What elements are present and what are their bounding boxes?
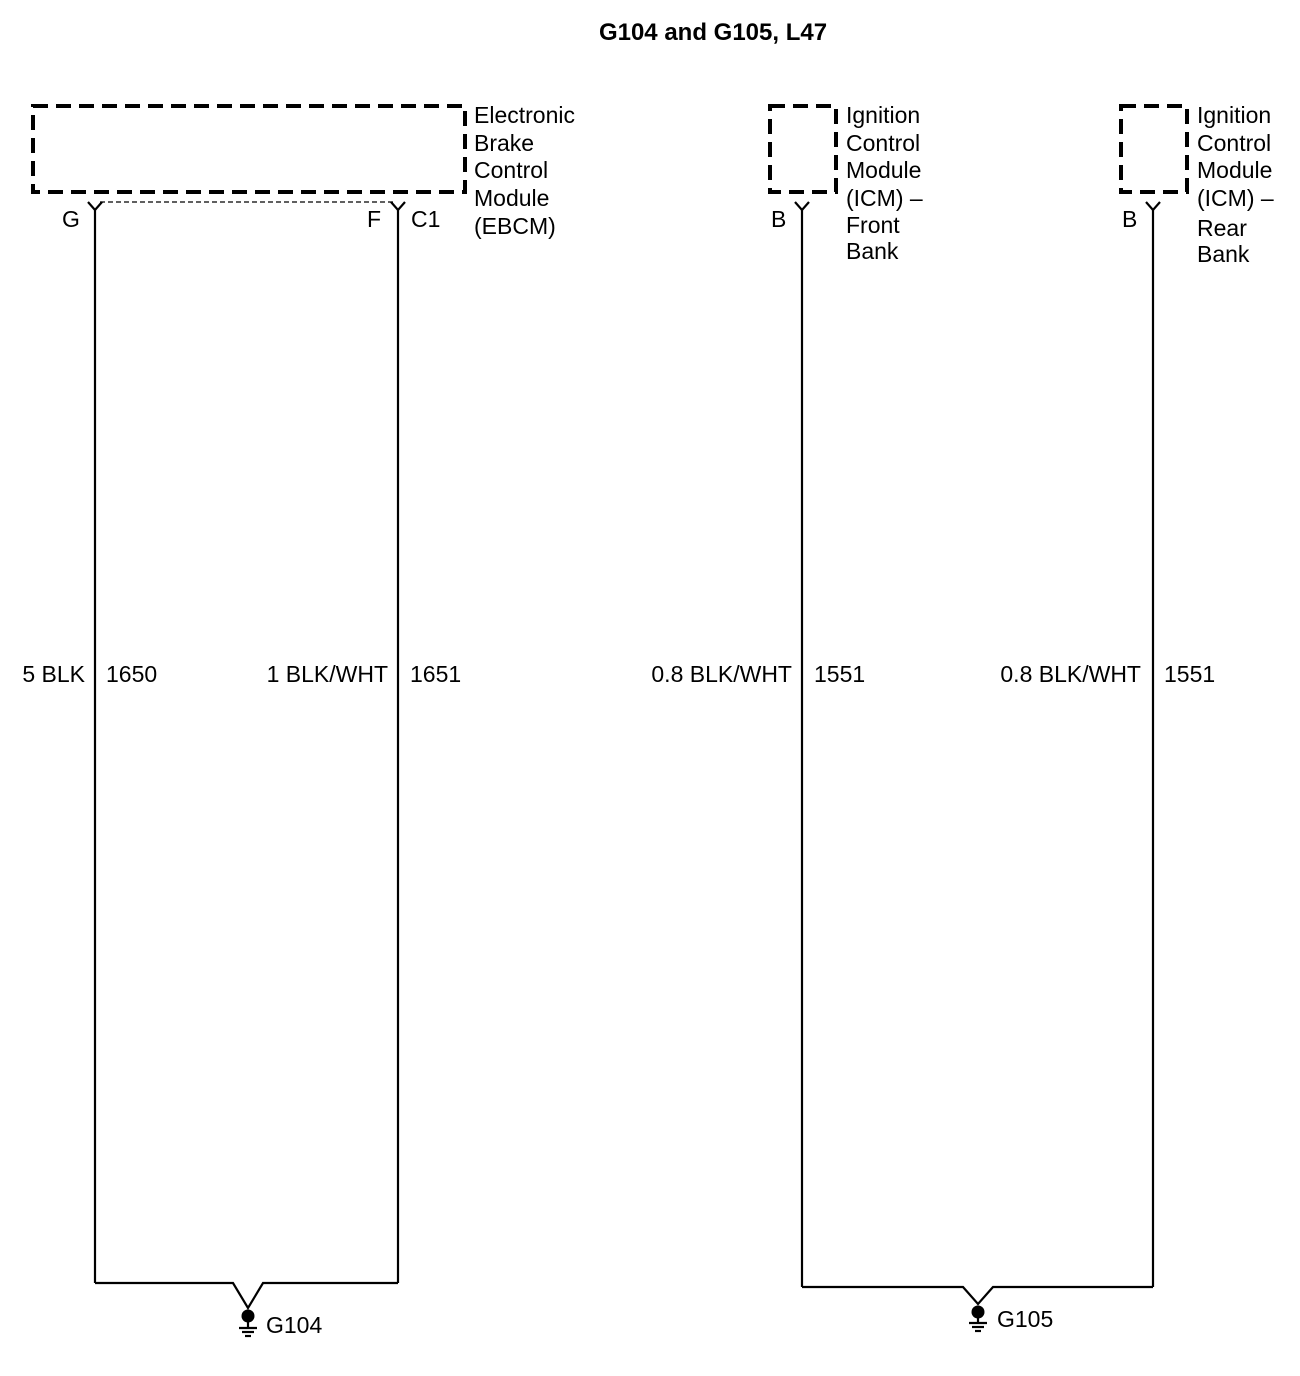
wire-1651-size-color: 1 BLK/WHT [266,661,388,687]
icm-rear-name-line: Ignition [1197,102,1272,128]
icm-rear-pin-b-label: B [1122,206,1138,232]
ebcm-name-line: (EBCM) [474,213,556,239]
pin-f-label: F [367,206,382,232]
icm-front-name-line: Front [846,212,900,238]
ebcm-name-line: Control [474,157,549,183]
icm-front-pin-b-label: B [771,206,787,232]
wire-1551-rear-size-color: 0.8 BLK/WHT [1000,661,1141,687]
icm-rear-name-line: Module [1197,157,1273,183]
icm-rear-name-line: Rear [1197,215,1247,241]
icm-rear-name-line: (ICM) – [1197,185,1274,211]
icm-front-name-line: Bank [846,238,899,264]
icm-front-name-line: (ICM) – [846,185,923,211]
ebcm-name-line: Brake [474,130,535,156]
ground-g104-label: G104 [266,1312,323,1338]
wire-1551-rear-circuit: 1551 [1164,661,1216,687]
wire-1650-circuit: 1650 [106,661,158,687]
wire-1551-front-circuit: 1551 [814,661,866,687]
icm-rear-name-line: Control [1197,130,1272,156]
icm-front-name-line: Module [846,157,922,183]
wire-1651-circuit: 1651 [410,661,462,687]
icm-front-name-line: Ignition [846,102,921,128]
pin-g-label: G [62,206,80,232]
ground-g105-label: G105 [997,1306,1054,1332]
ebcm-name-line: Module [474,185,550,211]
wire-1551-front-size-color: 0.8 BLK/WHT [651,661,792,687]
ebcm-connector-label: C1 [411,206,441,232]
ebcm-name-line: Electronic [474,102,575,128]
icm-rear-name-line: Bank [1197,241,1250,267]
icm-front-name-line: Control [846,130,921,156]
diagram-title: G104 and G105, L47 [598,19,828,46]
wire-1650-size-color: 5 BLK [22,661,85,687]
